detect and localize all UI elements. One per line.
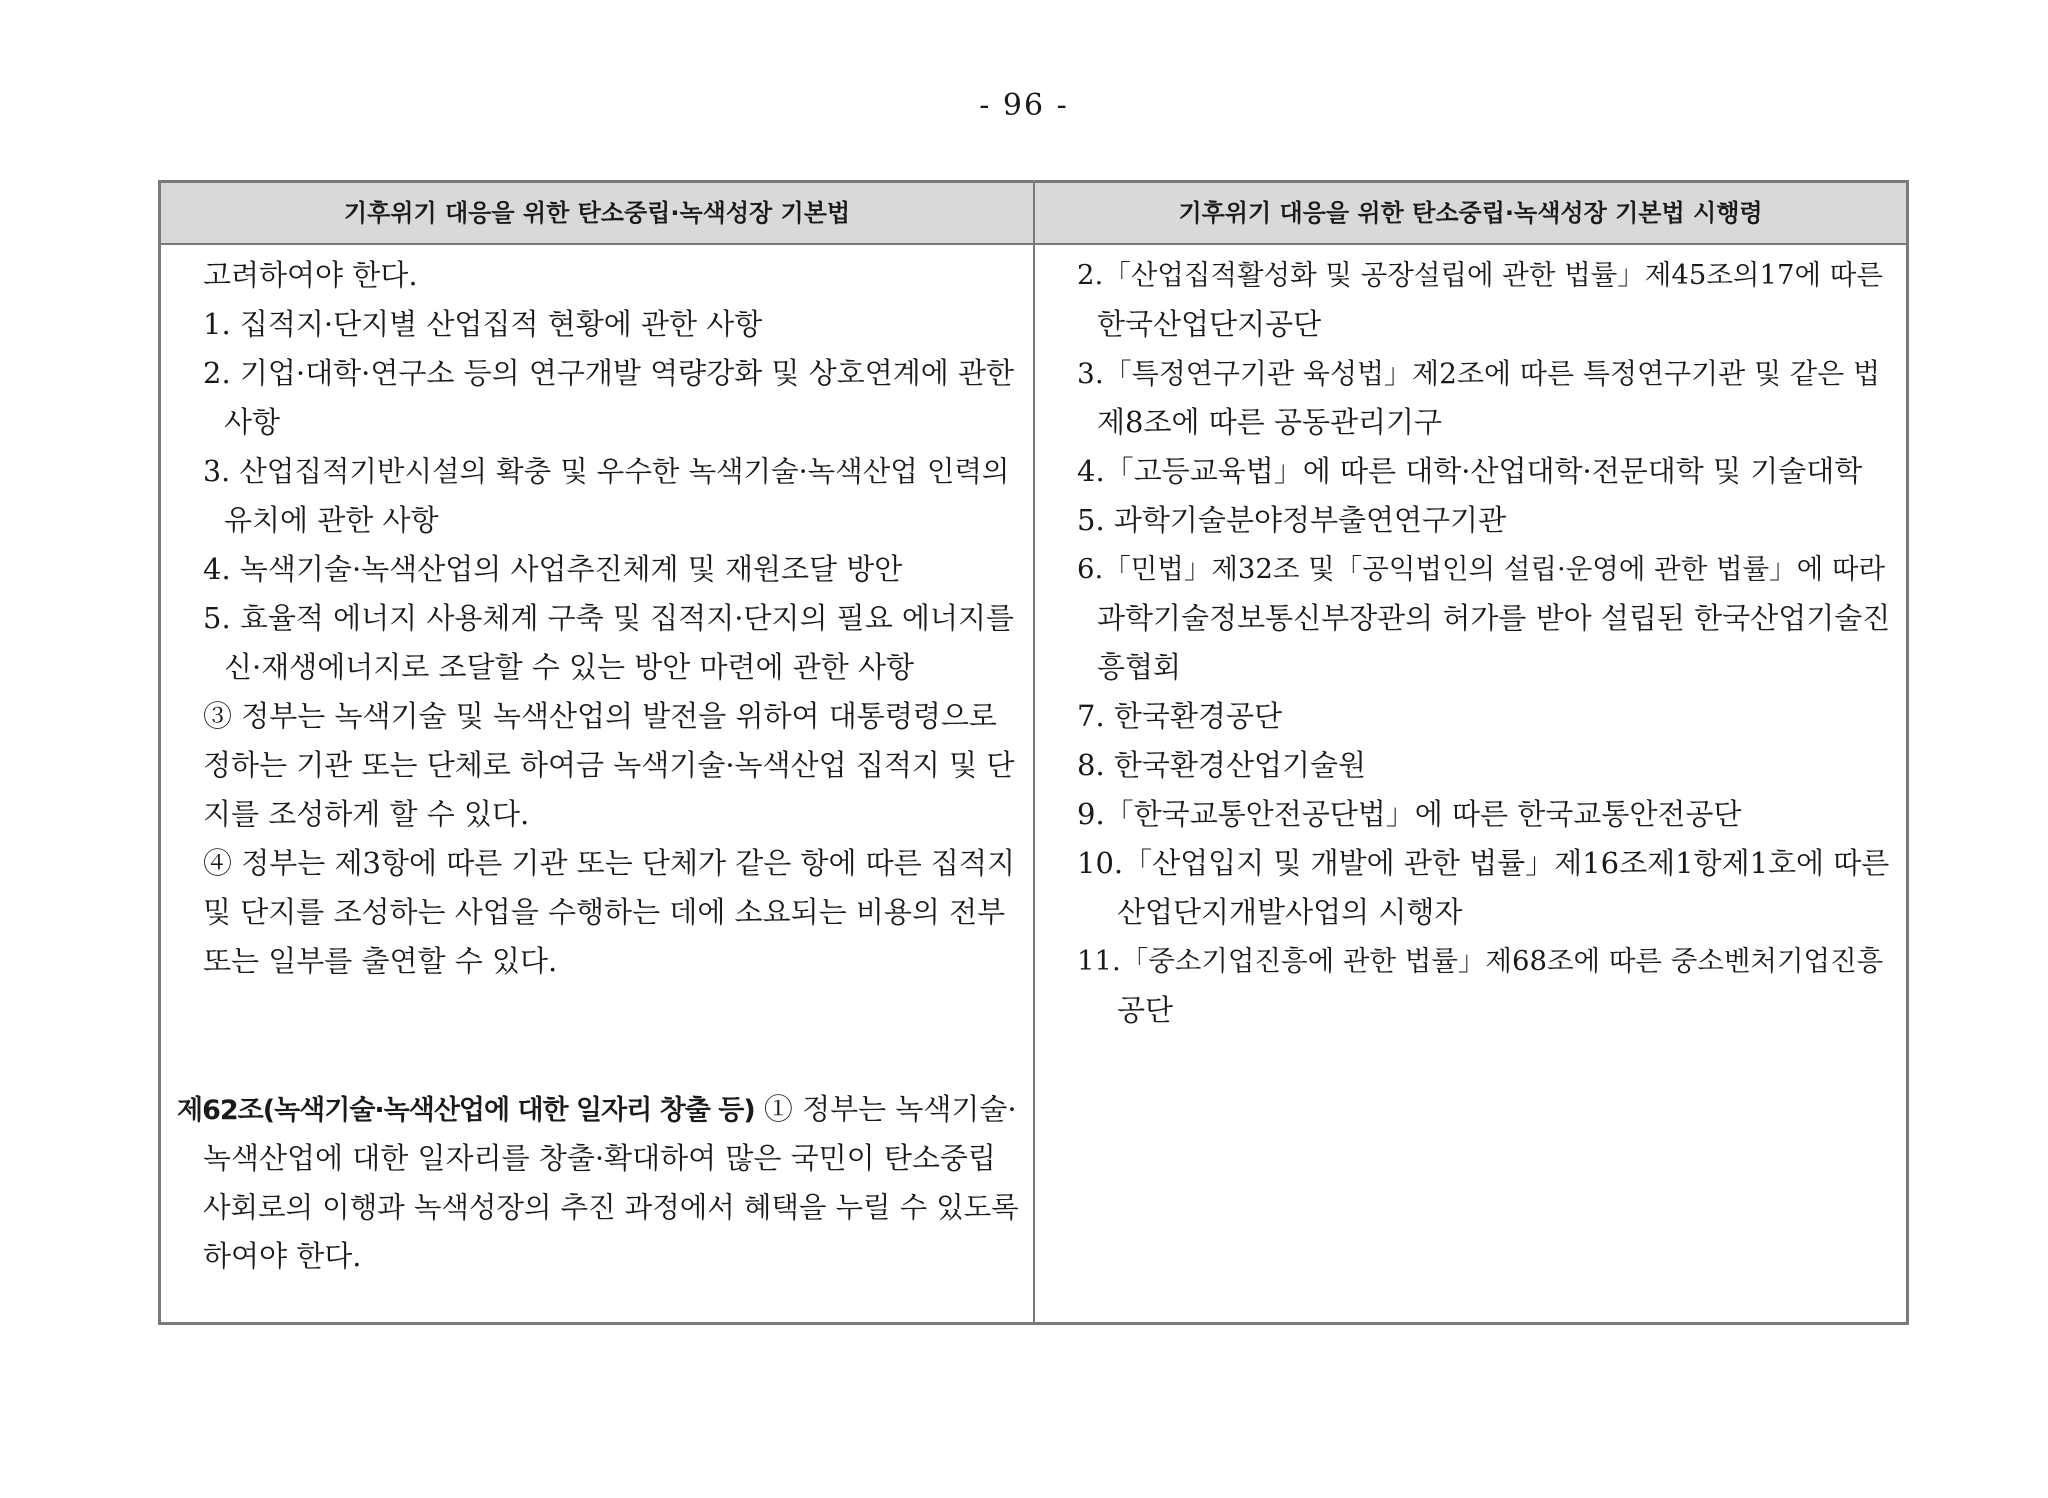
- act-item-4: 4. 녹색기술·녹색산업의 사업추진체계 및 재원조달 방안: [203, 552, 903, 586]
- decree-item-5: 5. 과학기술분야정부출연연구기관: [1077, 503, 1507, 537]
- act-paragraph-4-cont: 또는 일부를 출연할 수 있다.: [203, 944, 558, 978]
- law-comparison-table: [158, 180, 1909, 1325]
- act-item-5-cont: 신·재생에너지로 조달할 수 있는 방안 마련에 관한 사항: [224, 650, 915, 684]
- decree-item-6-cont: 흥협회: [1097, 650, 1182, 684]
- act-paragraph-3: ③ 정부는 녹색기술 및 녹색산업의 발전을 위하여 대통령령으로: [203, 699, 997, 733]
- decree-item-10-cont: 산업단지개발사업의 시행자: [1117, 895, 1463, 929]
- decree-item-6-cont: 과학기술정보통신부장관의 허가를 받아 설립된 한국산업기술진: [1097, 601, 1891, 635]
- decree-item-11: 11.「중소기업진흥에 관한 법률」제68조에 따른 중소벤처기업진흥: [1077, 945, 1884, 977]
- article-62-paragraph-1: ① 정부는 녹색기술·: [763, 1092, 1017, 1126]
- decree-item-9: 9.「한국교통안전공단법」에 따른 한국교통안전공단: [1077, 797, 1742, 831]
- act-item-3-cont: 유치에 관한 사항: [224, 503, 439, 537]
- act-item-3: 3. 산업집적기반시설의 확충 및 우수한 녹색기술·녹색산업 인력의: [203, 455, 1010, 488]
- act-item-1: 1. 집적지·단지별 산업집적 현황에 관한 사항: [203, 307, 763, 341]
- column-divider: [1033, 183, 1035, 1322]
- page-number: - 96 -: [979, 88, 1069, 123]
- decree-item-11-cont: 공단: [1117, 993, 1174, 1027]
- decree-item-3-cont: 제8조에 따른 공동관리기구: [1097, 405, 1443, 439]
- decree-item-8: 8. 한국환경산업기술원: [1077, 748, 1367, 782]
- decree-item-7: 7. 한국환경공단: [1077, 699, 1282, 733]
- act-paragraph-3-cont: 지를 조성하게 할 수 있다.: [203, 797, 530, 831]
- decree-item-4: 4.「고등교육법」에 따른 대학·산업대학·전문대학 및 기술대학: [1077, 454, 1863, 488]
- act-line: 고려하여야 한다.: [203, 258, 418, 292]
- act-item-5: 5. 효율적 에너지 사용체계 구축 및 집적지·단지의 필요 에너지를: [203, 601, 1014, 635]
- article-62-line: 하여야 한다.: [203, 1239, 362, 1273]
- header-act: 기후위기 대응을 위한 탄소중립·녹색성장 기본법: [343, 199, 851, 227]
- decree-item-6: 6.「민법」제32조 및「공익법인의 설립·운영에 관한 법률」에 따라: [1077, 553, 1886, 585]
- decree-item-3: 3.「특정연구기관 육성법」제2조에 따른 특정연구기관 및 같은 법: [1077, 357, 1881, 390]
- article-62-title: 제62조(녹색기술·녹색산업에 대한 일자리 창출 등): [177, 1095, 755, 1126]
- header-decree: 기후위기 대응을 위한 탄소중립·녹색성장 기본법 시행령: [1178, 199, 1763, 227]
- article-62-line: 사회로의 이행과 녹색성장의 추진 과정에서 혜택을 누릴 수 있도록: [203, 1191, 1019, 1224]
- article-62-first-line: [177, 1085, 1017, 1134]
- act-item-2: 2. 기업·대학·연구소 등의 연구개발 역량강화 및 상호연계에 관한: [203, 356, 1014, 390]
- article-62-line: 녹색산업에 대한 일자리를 창출·확대하여 많은 국민이 탄소중립: [203, 1141, 996, 1175]
- act-paragraph-4-cont: 및 단지를 조성하는 사업을 수행하는 데에 소요되는 비용의 전부: [203, 895, 1006, 929]
- act-paragraph-3-cont: 정하는 기관 또는 단체로 하여금 녹색기술·녹색산업 집적지 및 단: [203, 748, 1015, 782]
- act-item-2-cont: 사항: [224, 405, 281, 439]
- decree-item-10: 10.「산업입지 및 개발에 관한 법률」제16조제1항제1호에 따른: [1077, 846, 1890, 880]
- decree-item-2-cont: 한국산업단지공단: [1097, 307, 1322, 341]
- act-paragraph-4: ④ 정부는 제3항에 따른 기관 또는 단체가 같은 항에 따른 집적지: [203, 846, 1015, 880]
- decree-item-2: 2.「산업집적활성화 및 공장설립에 관한 법률」제45조의17에 따른: [1077, 259, 1883, 291]
